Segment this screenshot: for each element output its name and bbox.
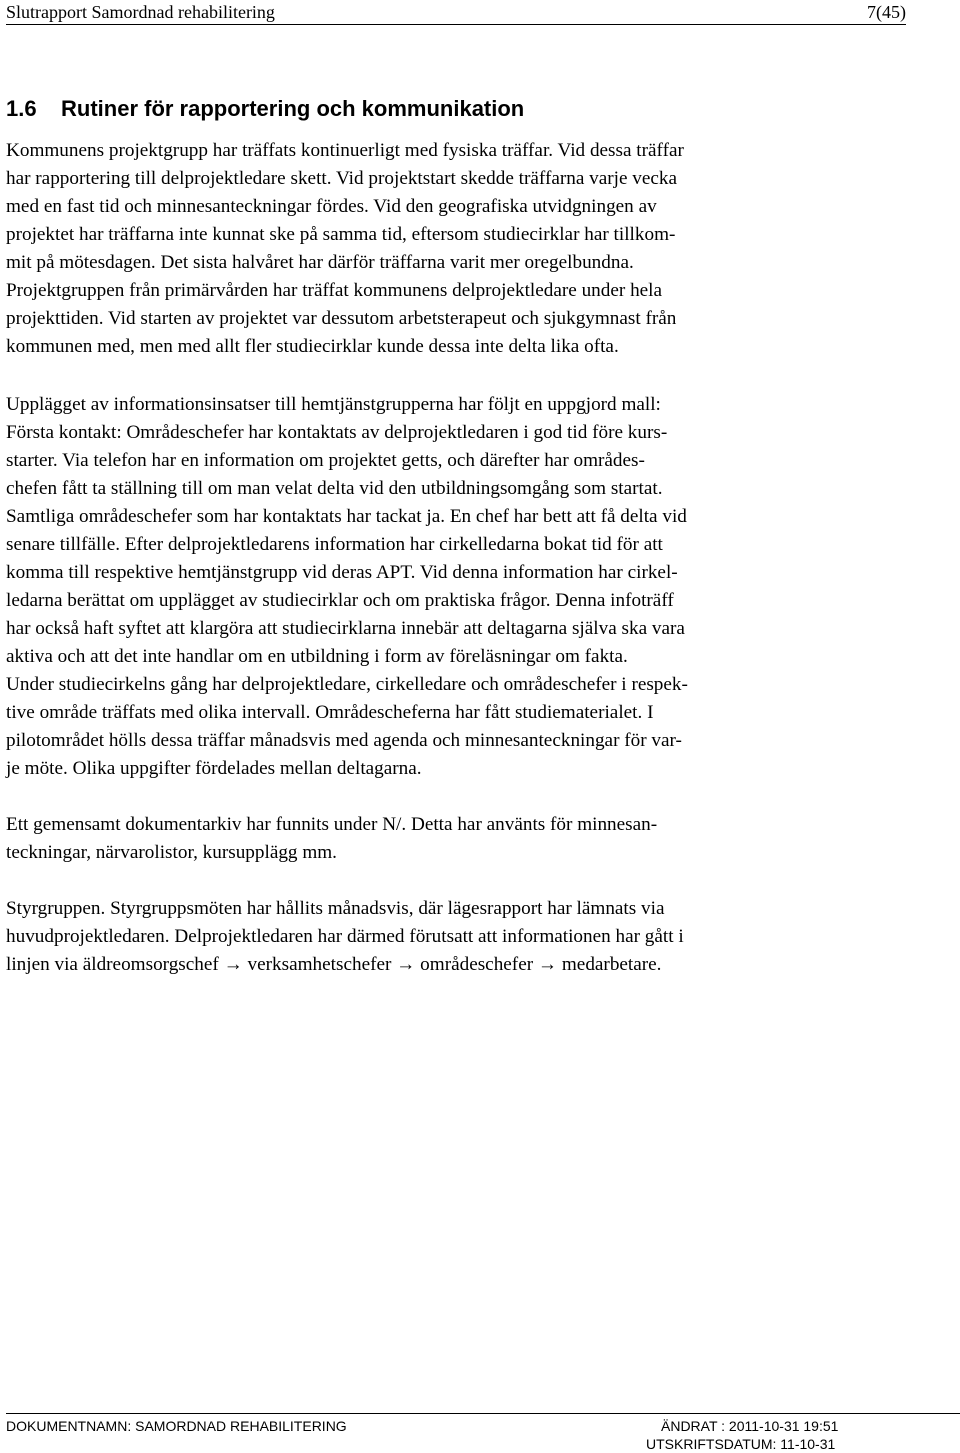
footer-print-date: UTSKRIFTSDATUM: 11-10-31 [646, 1436, 836, 1452]
page-footer [6, 1413, 960, 1452]
page-number: 7(45) [867, 2, 906, 22]
text-line: pilotområdet hölls dessa träffar månadsvis med agenda och minnesanteckningar för var- [6, 730, 682, 751]
text-line: ledarna berättat om upplägget av studiecirklar och om praktiska frågor. Denna infoträff [6, 590, 674, 611]
paragraph-steering-group [6, 895, 856, 979]
text-line: Styrgruppen. Styrgruppsmöten har hållits månadsvis, där lägesrapport har lämnats via [6, 898, 665, 919]
text-line: Projektgruppen från primärvården har träffat kommunens delprojektledare under hela [6, 280, 663, 301]
text-line: Under studiecirkelns gång har delprojektledare, cirkelledare och områdeschefer i respek- [6, 674, 688, 695]
text-line: kommunen med, men med allt fler studiecirklar kunde dessa inte delta lika ofta. [6, 336, 619, 357]
section-number: 1.6 [6, 96, 37, 121]
text-line: Ett gemensamt dokumentarkiv har funnits under N/. Detta har använts för minnesan- [6, 814, 658, 835]
footer-document-name: DOKUMENTNAMN: SAMORDNAD REHABILITERING [6, 1418, 347, 1434]
page-header [6, 0, 906, 25]
paragraph-document-archive [6, 811, 856, 867]
text-line: Kommunens projektgrupp har träffats kontinuerligt med fysiska träffar. Vid dessa träffar [6, 140, 684, 161]
text-line: har rapportering till delprojektledare skett. Vid projektstart skedde träffarna varje vecka [6, 168, 678, 189]
text-line: huvudprojektledaren. Delprojektledaren har därmed förutsatt att informationen har gått i [6, 926, 684, 947]
text-line: projektet har träffarna inte kunnat ske på samma tid, eftersom studiecirklar har tillkom- [6, 224, 676, 245]
text-line: teckningar, närvarolistor, kursupplägg mm. [6, 842, 337, 863]
paragraph-reporting [6, 137, 856, 361]
paragraph-information-efforts [6, 391, 856, 783]
text-line: projekttiden. Vid starten av projektet var dessutom arbetsterapeut och sjukgymnast från [6, 308, 677, 329]
text-line: har också haft syftet att klargöra att studiecirklarna innebär att deltagarna själva ska vara [6, 618, 685, 639]
text-line: Samtliga områdeschefer som har kontaktats har tackat ja. En chef har bett att få delta vid [6, 506, 687, 527]
text-line: med en fast tid och minnesanteckningar fördes. Vid den geografiska utvidgningen av [6, 196, 657, 217]
section-heading [6, 94, 524, 124]
text-line: aktiva och att det inte handlar om en utbildning i form av föreläsningar om fakta. [6, 646, 628, 667]
footer-dates [646, 1417, 838, 1453]
footer-changed-date: ÄNDRAT : 2011-10-31 19:51 [661, 1418, 839, 1434]
text-line: starter. Via telefon har en information om projektet getts, och därefter har områdes- [6, 450, 645, 471]
text-line: komma till respektive hemtjänstgrupp vid deras APT. Vid denna information har cirkel- [6, 562, 678, 583]
text-line: Första kontakt: Områdeschefer har kontaktats av delprojektledaren i god tid före kurs- [6, 422, 668, 443]
text-line: mit på mötesdagen. Det sista halvåret har därför träffarna varit mer oregelbundna. [6, 252, 634, 273]
text-line: chefen fått ta ställning till om man velat delta vid den utbildningsomgång som startat. [6, 478, 663, 499]
section-title: Rutiner för rapportering och kommunikation [61, 96, 525, 121]
text-line: senare tillfälle. Efter delprojektledarens information har cirkelledarna bokat tid för att [6, 534, 663, 555]
text-line: Upplägget av informationsinsatser till hemtjänstgrupperna har följt en uppgjord mall: [6, 394, 661, 415]
text-line: linjen via äldreomsorgschef → verksamhetschefer → områdeschefer → medarbetare. [6, 954, 662, 975]
text-line: je möte. Olika uppgifter fördelades mellan deltagarna. [6, 758, 422, 779]
text-line: tive område träffats med olika intervall. Områdescheferna har fått studiematerialet. I [6, 702, 654, 723]
document-title: Slutrapport Samordnad rehabilitering [6, 2, 275, 22]
